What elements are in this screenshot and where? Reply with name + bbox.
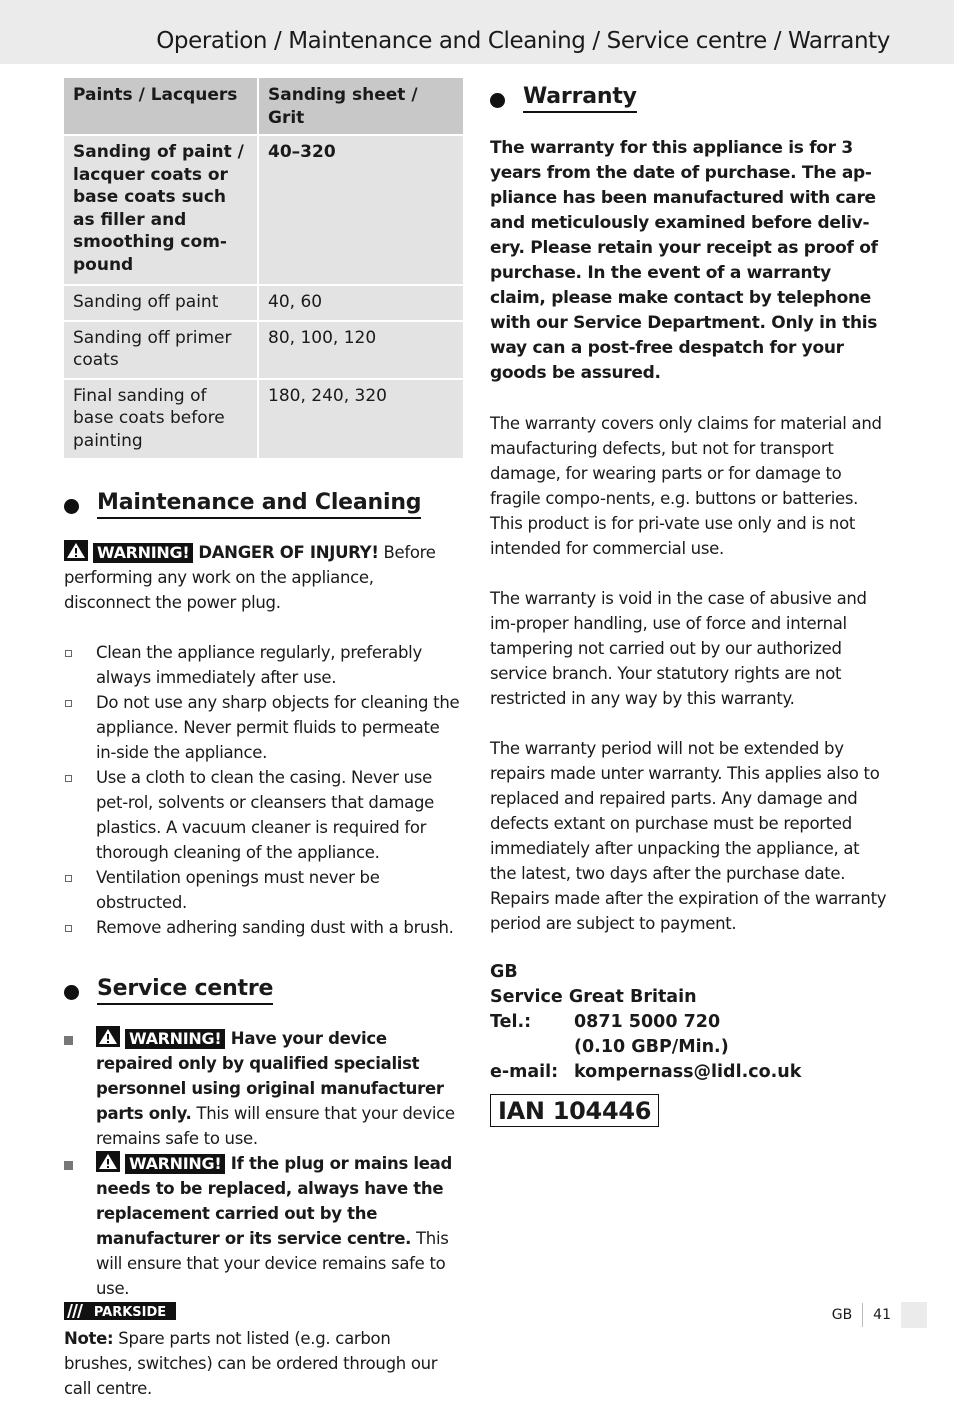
- list-item: WARNING! Have your device repaired only by qualified specialist personnel using original manufacturer parts only. This will ensure that your device remains safe to use.: [64, 1026, 463, 1151]
- service-heading: [64, 976, 463, 1010]
- tel-value: 0871 5000 720: [574, 1012, 721, 1032]
- table-cell: Sanding off paint: [64, 285, 258, 321]
- tel-label: Tel.:: [490, 1012, 532, 1032]
- table-header-row: [64, 78, 463, 135]
- list-item: Use a cloth to clean the casing. Never use pet-rol, solvents or cleansers that damage plastics. A vacuum cleaner is required for thorough cleaning of the appliance.: [64, 765, 463, 865]
- tel-rate: (0.10 GBP/Min.): [574, 1037, 729, 1057]
- table-row: [64, 285, 463, 321]
- page-number: 41: [873, 1307, 891, 1323]
- warranty-title: Warranty: [523, 84, 637, 113]
- page-footer: [832, 1302, 927, 1328]
- warranty-paragraph: The warranty covers only claims for material and maufacturing defects, but not for transport damage, for wearing parts or for damage to fragile compo-nents, e.g. buttons or batteries. This product is for pri-vate use only and is not intended for commercial use.: [490, 414, 882, 558]
- service-note: [64, 1326, 463, 1401]
- table-cell: Sanding off primer coats: [64, 321, 258, 379]
- page-title: Operation / Maintenance and Cleaning / Service centre / Warranty: [156, 28, 890, 54]
- table-cell: 40–320: [258, 135, 463, 285]
- right-column: [490, 84, 890, 1127]
- warranty-intro: The warranty for this appliance is for 3 years from the date of purchase. The ap-pliance has been manufactured with care and meticulously examined before deliv-ery. Please retain your receipt as proof of purchase. In the event of a warranty claim, please make contact by telephone with our Service Department. Only in this way can a post-free despatch for your goods be assured.: [490, 138, 878, 383]
- table-header-cell: Sanding sheet / Grit: [258, 78, 463, 135]
- maintenance-title: Maintenance and Cleaning: [97, 490, 421, 519]
- bullet-dot-icon: [490, 93, 505, 108]
- note-label: Note:: [64, 1329, 114, 1348]
- table-header-cell: Paints / Lacquers: [64, 78, 258, 135]
- grit-table: [64, 78, 463, 460]
- danger-label: DANGER OF INJURY!: [198, 543, 379, 562]
- table-cell: 40, 60: [258, 285, 463, 321]
- bullet-square-icon: [64, 1161, 73, 1170]
- table-cell: 80, 100, 120: [258, 321, 463, 379]
- maintenance-list: [64, 640, 463, 940]
- parkside-logo: [64, 1302, 176, 1320]
- maintenance-warning: [64, 540, 463, 615]
- footer-block: [901, 1302, 927, 1328]
- danger-text: Before performing any work on the appliance, disconnect the power plug.: [64, 543, 436, 612]
- service-list: [64, 1026, 463, 1301]
- ian-box: IAN 104446: [490, 1094, 659, 1127]
- list-item: Remove adhering sanding dust with a brush.: [64, 915, 463, 940]
- brand-text: PARKSIDE: [93, 1305, 167, 1320]
- table-cell: Sanding of paint / lacquer coats or base coats such as filler and smoothing com-pound: [64, 135, 258, 285]
- bullet-square-icon: [64, 1036, 73, 1045]
- contact-country: GB: [490, 962, 518, 982]
- warning-triangle-icon: [96, 1026, 120, 1047]
- bullet-dot-icon: [64, 985, 79, 1000]
- checkbox-square-icon: [65, 775, 72, 782]
- email-label: e-mail:: [490, 1062, 559, 1082]
- table-cell: 180, 240, 320: [258, 379, 463, 460]
- warning-triangle-icon: [96, 1151, 120, 1172]
- table-cell: Final sanding of base coats before painting: [64, 379, 258, 460]
- checkbox-square-icon: [65, 700, 72, 707]
- warranty-paragraph: The warranty period will not be extended by repairs made unter warranty. This applies also to replaced and repaired parts. Any damage and defects extant on purchase must be reported immediately after unpacking the appliance, at the latest, two days after the purchase date. Repairs made after the expiration of the warranty period are subject to payment.: [490, 739, 887, 933]
- table-row: [64, 321, 463, 379]
- note-text: Spare parts not listed (e.g. carbon brushes, switches) can be ordered through our call centre.: [64, 1329, 438, 1398]
- contact-block: [490, 960, 890, 1085]
- table-row: [64, 135, 463, 285]
- service-title: Service centre: [97, 976, 273, 1005]
- checkbox-square-icon: [65, 925, 72, 932]
- warranty-heading: [490, 84, 890, 118]
- warning-badge: WARNING!: [93, 543, 193, 563]
- email-value: kompernass@lidl.co.uk: [574, 1062, 802, 1082]
- warning-triangle-icon: [64, 540, 88, 561]
- list-item: Do not use any sharp objects for cleaning the appliance. Never permit fluids to permeate in-side the appliance.: [64, 690, 463, 765]
- warning-badge: WARNING!: [125, 1029, 225, 1049]
- list-item: WARNING! If the plug or mains lead needs to be replaced, always have the replacement carried out by the manufacturer or its service centre. This will ensure that your device remains safe to use.: [64, 1151, 463, 1301]
- maintenance-heading: [64, 490, 463, 524]
- contact-name: Service Great Britain: [490, 987, 697, 1007]
- list-item: Clean the appliance regularly, preferably always immediately after use.: [64, 640, 463, 690]
- bullet-dot-icon: [64, 499, 79, 514]
- checkbox-square-icon: [65, 650, 72, 657]
- table-row: [64, 379, 463, 460]
- checkbox-square-icon: [65, 875, 72, 882]
- warning-badge: WARNING!: [125, 1154, 225, 1174]
- warranty-paragraph: The warranty is void in the case of abusive and im-proper handling, use of force and internal tampering not carried out by our authorized service branch. Your statutory rights are not restricted in any way by this warranty.: [490, 589, 867, 708]
- list-item: Ventilation openings must never be obstructed.: [64, 865, 463, 915]
- footer-lang: GB: [831, 1307, 853, 1323]
- left-column: [64, 78, 463, 1401]
